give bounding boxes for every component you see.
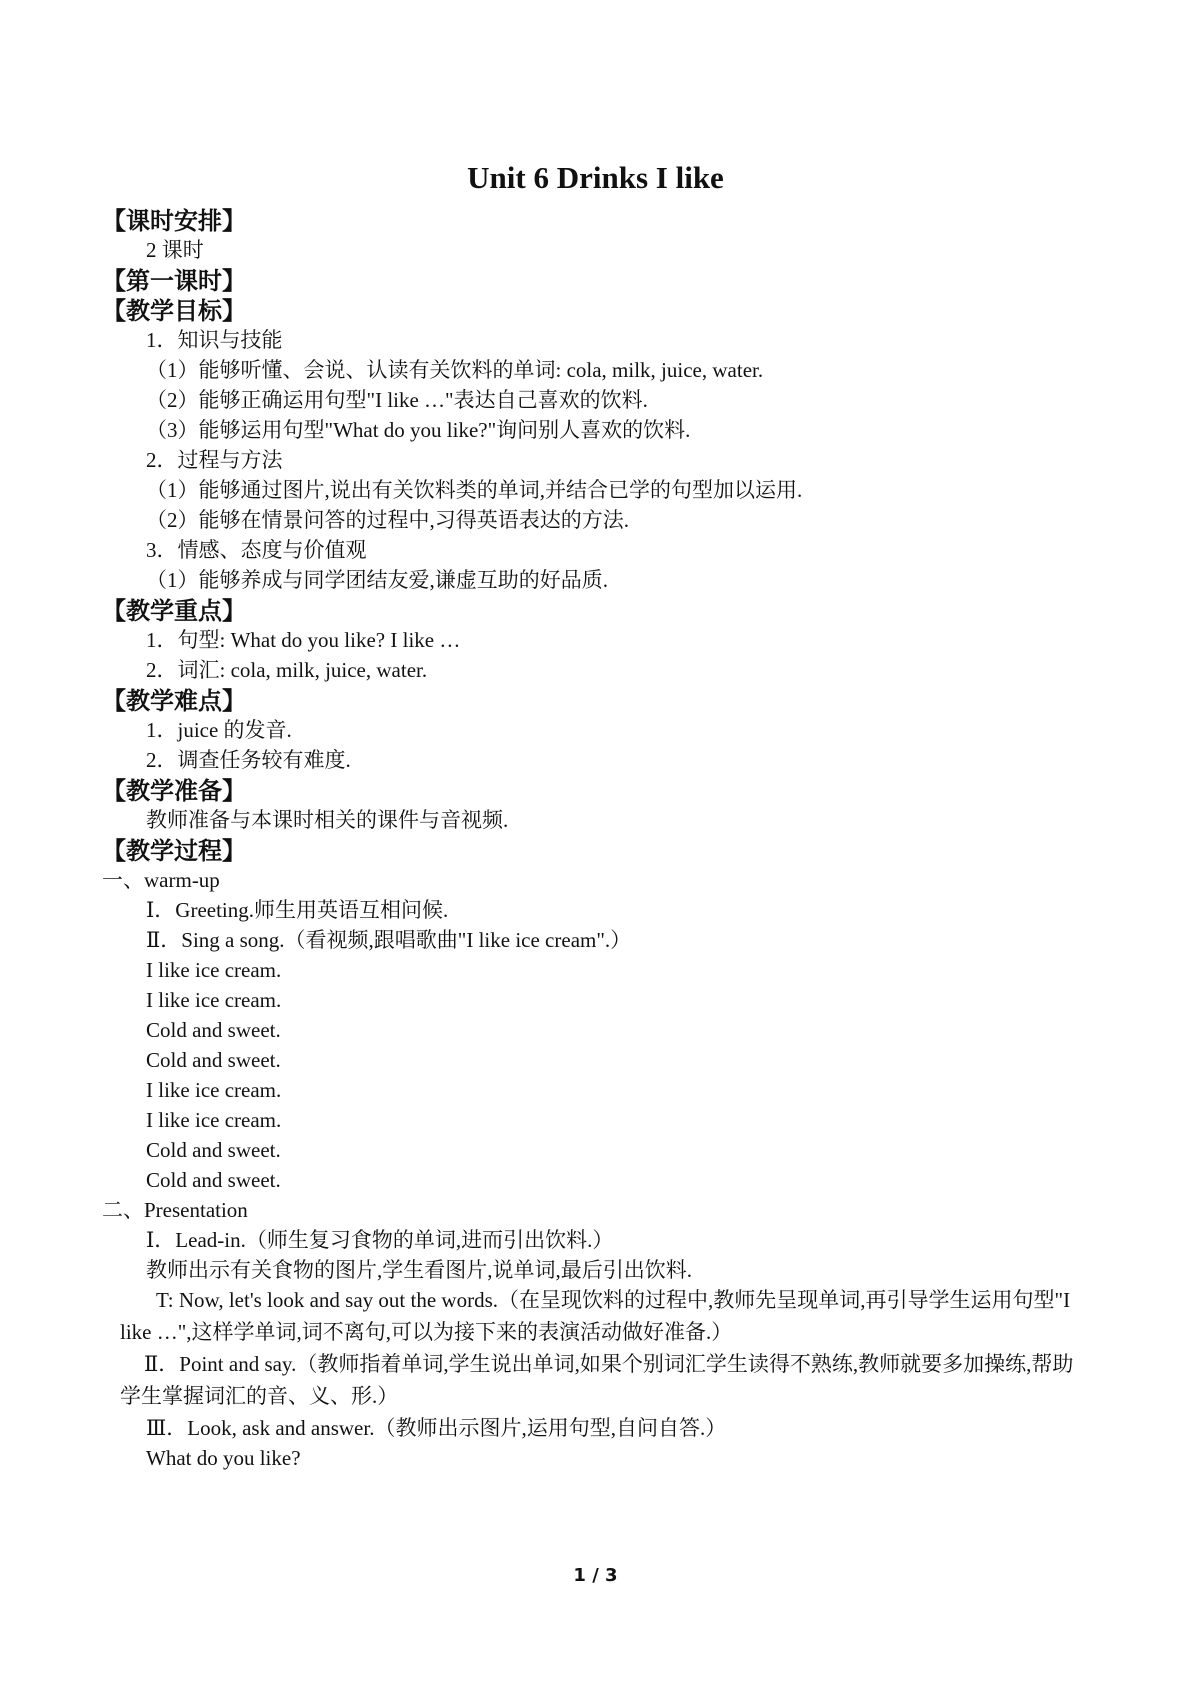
objective-2: 2．过程与方法 xyxy=(146,448,283,472)
preparation-text: 教师准备与本课时相关的课件与音视频. xyxy=(146,808,509,832)
presentation-1: Ⅰ．Lead-in.（师生复习食物的单词,进而引出饮料.） xyxy=(146,1228,614,1252)
objective-2-2: （2）能够在情景问答的过程中,习得英语表达的方法. xyxy=(146,508,629,532)
schedule-text: 2 课时 xyxy=(146,238,204,262)
objective-1: 1．知识与技能 xyxy=(146,328,283,352)
song-line: I like ice cream. xyxy=(146,958,282,982)
song-line: Cold and sweet. xyxy=(146,1168,281,1192)
objective-1-2: （2）能够正确运用句型"I like …"表达自己喜欢的饮料. xyxy=(146,388,648,412)
song-line: I like ice cream. xyxy=(146,988,282,1012)
objective-2-1: （1）能够通过图片,说出有关饮料类的单词,并结合已学的句型加以运用. xyxy=(146,478,803,502)
song-line: Cold and sweet. xyxy=(146,1018,281,1042)
heading-first-lesson: 【第一课时】 xyxy=(102,267,246,295)
objective-3: 3．情感、态度与价值观 xyxy=(146,538,367,562)
heading-difficulties: 【教学难点】 xyxy=(102,687,246,715)
point-and-say-paragraph: Ⅱ．Point and say.（教师指着单词,学生说出单词,如果个别词汇学生读得不熟练,教师就要多加操练,帮助学生掌握词汇的音、义、形.） xyxy=(120,1352,1074,1408)
song-line: I like ice cream. xyxy=(146,1078,282,1102)
heading-key-points: 【教学重点】 xyxy=(102,597,246,625)
objective-1-1: （1）能够听懂、会说、认读有关饮料的单词: cola, milk, juice, water. xyxy=(146,358,764,382)
heading-schedule: 【课时安排】 xyxy=(102,207,246,235)
heading-objectives: 【教学目标】 xyxy=(102,297,246,325)
warmup-1: Ⅰ．Greeting.师生用英语互相问候. xyxy=(146,898,449,922)
song-line: I like ice cream. xyxy=(146,1108,282,1132)
objective-3-1: （1）能够养成与同学团结友爱,谦虚互助的好品质. xyxy=(146,568,608,592)
teacher-talk-paragraph: T: Now, let's look and say out the words.（在呈现饮料的过程中,教师先呈现单词,再引导学生运用句型"I like …",这样学单词,词不离句,可以为接下来的表演活动做好准备.） xyxy=(120,1288,1071,1344)
page-number: 1 / 3 xyxy=(573,1565,618,1586)
difficulty-2: 2．调查任务较有难度. xyxy=(146,748,351,772)
song-line: Cold and sweet. xyxy=(146,1048,281,1072)
presentation-1-text: 教师出示有关食物的图片,学生看图片,说单词,最后引出饮料. xyxy=(146,1258,692,1282)
objective-1-3: （3）能够运用句型"What do you like?"询问别人喜欢的饮料. xyxy=(146,418,691,442)
warmup-2: Ⅱ．Sing a song.（看视频,跟唱歌曲"I like ice cream".） xyxy=(146,928,632,952)
section-presentation: 二、Presentation xyxy=(102,1198,248,1222)
question-line: What do you like? xyxy=(146,1446,301,1470)
heading-process: 【教学过程】 xyxy=(102,837,246,865)
section-warmup: 一、warm-up xyxy=(102,868,220,892)
key-point-2: 2．词汇: cola, milk, juice, water. xyxy=(146,658,428,682)
document-title: Unit 6 Drinks I like xyxy=(467,160,724,195)
heading-preparation: 【教学准备】 xyxy=(102,777,246,805)
presentation-3: Ⅲ．Look, ask and answer.（教师出示图片,运用句型,自问自答.） xyxy=(146,1416,727,1440)
song-line: Cold and sweet. xyxy=(146,1138,281,1162)
key-point-1: 1．句型: What do you like? I like … xyxy=(146,628,461,652)
difficulty-1: 1．juice 的发音. xyxy=(146,718,292,742)
